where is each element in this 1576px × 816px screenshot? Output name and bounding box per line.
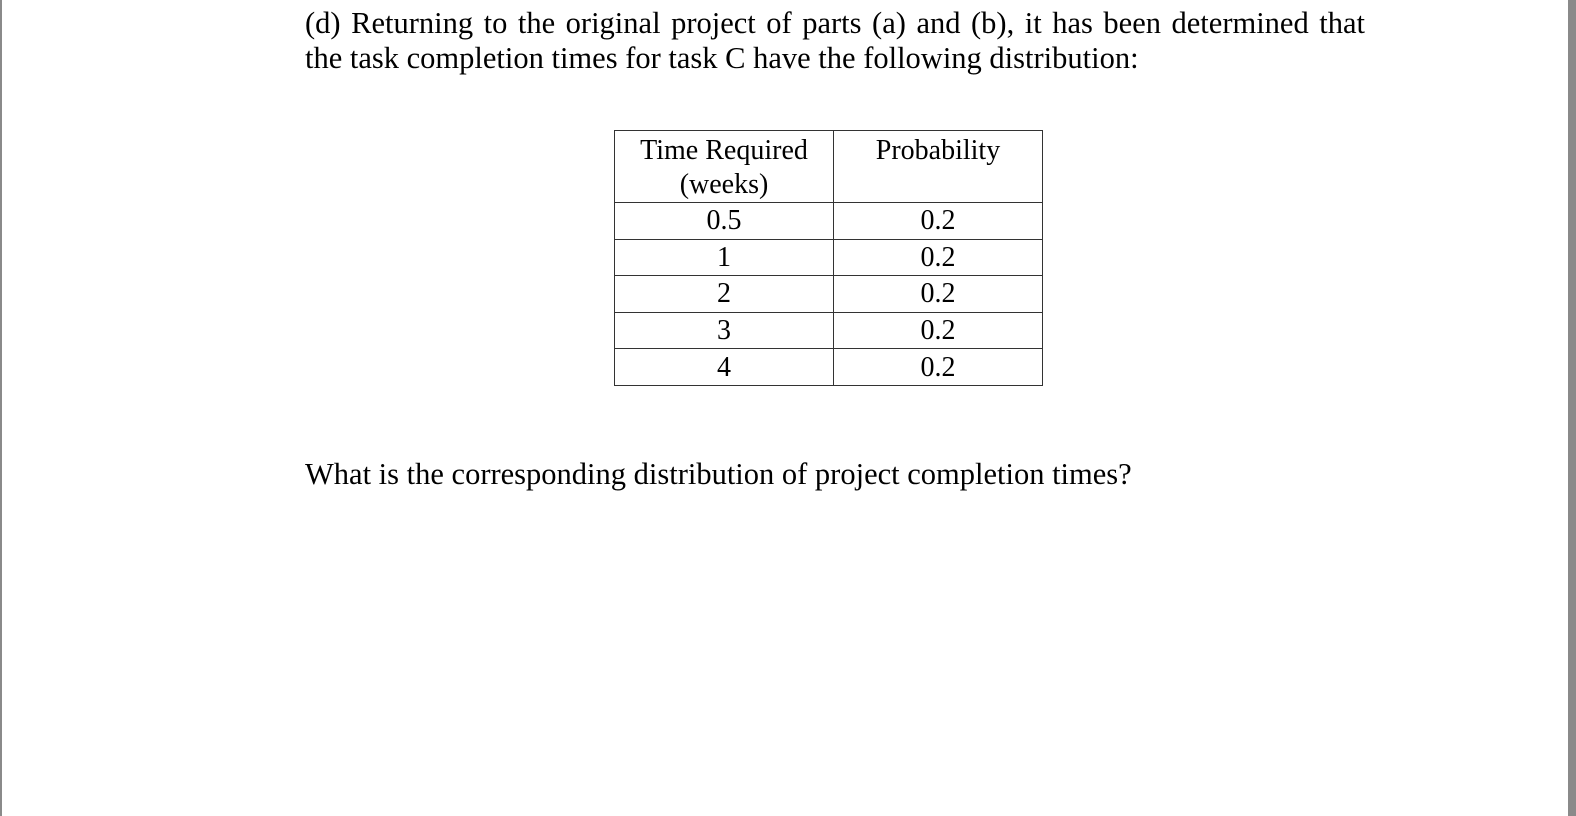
probability-cell: 0.2	[834, 349, 1043, 386]
table-row	[615, 349, 1043, 386]
probability-cell: 0.2	[834, 276, 1043, 313]
table-row	[615, 276, 1043, 313]
probability-header: Probability	[834, 131, 1043, 203]
document-page	[2, 0, 1568, 816]
probability-cell: 0.2	[834, 312, 1043, 349]
time-cell: 0.5	[615, 203, 834, 240]
table-header-row	[615, 131, 1043, 203]
time-cell: 4	[615, 349, 834, 386]
probability-cell: 0.2	[834, 203, 1043, 240]
time-required-header	[615, 131, 834, 203]
time-cell: 2	[615, 276, 834, 313]
time-cell: 3	[615, 312, 834, 349]
time-required-header-line2: (weeks)	[679, 169, 769, 200]
table-row	[615, 312, 1043, 349]
intro-paragraph: (d) Returning to the original project of parts (a) and (b), it has been determined that the task completion times for task C have the following distribution:	[305, 6, 1365, 75]
distribution-table	[614, 130, 1043, 386]
probability-cell: 0.2	[834, 239, 1043, 276]
question-paragraph: What is the corresponding distribution of project completion times?	[305, 457, 1132, 491]
table-row	[615, 203, 1043, 240]
time-required-header-line1: Time Required	[640, 135, 808, 166]
table-row	[615, 239, 1043, 276]
time-cell: 1	[615, 239, 834, 276]
